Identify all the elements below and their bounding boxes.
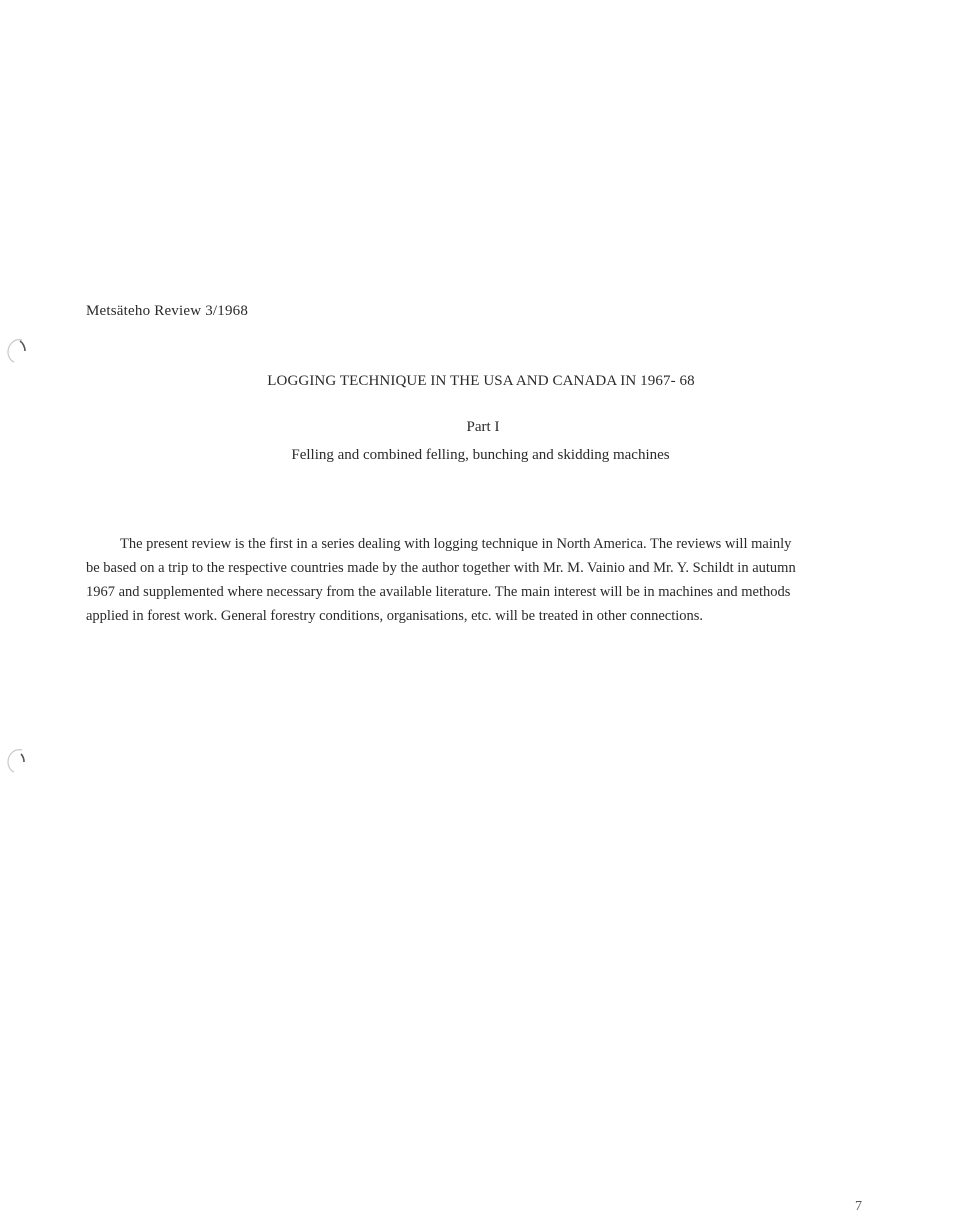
page-number: 7 — [855, 1199, 862, 1214]
document-subtitle: Felling and combined felling, bunching and skidding machines — [291, 447, 670, 463]
paragraph-line: 1967 and supplemented where necessary from the available literature. The main interest will be in machines and methods — [86, 584, 791, 600]
punch-hole-icon — [4, 745, 28, 775]
punch-hole-icon — [4, 335, 28, 365]
series-label: Metsäteho Review 3/1968 — [86, 303, 249, 319]
paragraph-line: applied in forest work. General forestry conditions, organisations, etc. will be treated in other connections. — [86, 608, 704, 624]
paragraph-line: be based on a trip to the respective countries made by the author together with Mr. M. Vainio and Mr. Y. Schildt in autumn — [86, 560, 796, 576]
intro-paragraph — [86, 532, 876, 628]
part-heading: Part I — [466, 419, 500, 435]
document-title: LOGGING TECHNIQUE IN THE USA AND CANADA IN 1967- 68 — [267, 373, 695, 389]
paragraph-line: The present review is the first in a series dealing with logging technique in North America. The reviews will mainly — [120, 536, 792, 552]
